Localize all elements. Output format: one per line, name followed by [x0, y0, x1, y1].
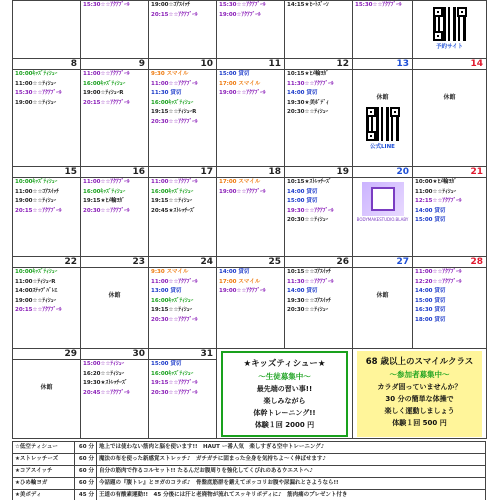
- class-entry[interactable]: 16:00ｷｯｽﾞﾃｨｼｭｰ: [151, 188, 194, 195]
- day-cell[interactable]: [413, 257, 487, 349]
- day-number[interactable]: 8: [13, 59, 80, 70]
- class-entry[interactable]: 14:00ｽﾃｯﾌﾟﾊﾞﾚｴ: [15, 288, 58, 295]
- legend-duration[interactable]: 60 分: [75, 442, 97, 454]
- class-entry[interactable]: 10:00ｷｯｽﾞﾃｨｼｭｰ: [15, 71, 58, 77]
- day-number[interactable]: 10: [149, 59, 216, 70]
- day-cell[interactable]: [413, 167, 487, 257]
- schedule-page: [12, 0, 486, 500]
- class-entry[interactable]: 19:00☆☆ｱｸｱﾌﾞｰﾙ: [219, 188, 266, 195]
- day-cell[interactable]: [13, 59, 81, 167]
- qr-finder: [366, 107, 376, 117]
- legend-description[interactable]: 魔法の布を使った新感覚ストレッチ♪ ガチガチに固まった全身を気持ちよ～く伸ばせます♪: [97, 454, 486, 466]
- day-number[interactable]: 28: [413, 257, 486, 268]
- class-entry[interactable]: 14:00 貸切: [415, 207, 446, 214]
- calendar-grid: [12, 0, 487, 439]
- class-entry[interactable]: 19:00☆ｺｱｽｲｯﾁ: [151, 2, 190, 8]
- day-cell[interactable]: [13, 1, 81, 59]
- class-entry[interactable]: 11:00☆☆ｱｸｱﾌﾞｰﾙ: [415, 269, 462, 275]
- closed-label[interactable]: 休館: [376, 292, 389, 299]
- qr-code[interactable]: [366, 107, 400, 141]
- class-entry[interactable]: 11:00☆☆ｱｸｱﾌﾞｰﾙ: [151, 179, 198, 185]
- legend-row[interactable]: [13, 466, 486, 478]
- day-number[interactable]: 12: [285, 59, 352, 70]
- legend-description[interactable]: 王道の有酸素運動!! 45 分後には汗と老廃物が流れてスッキリボディに♪ 筋肉痛のプレゼント付き: [97, 490, 486, 500]
- qr-caption[interactable]: 予約サイト: [435, 44, 464, 50]
- smile-promo-title[interactable]: 68 歳以上のスマイルクラス: [365, 357, 474, 367]
- day-number[interactable]: 15: [13, 167, 80, 178]
- class-entry[interactable]: 19:00☆☆ｱｸｱﾌﾞｰﾙ: [219, 288, 266, 295]
- calendar-week[interactable]: [13, 1, 487, 59]
- closed-label[interactable]: 休館: [40, 384, 53, 391]
- class-entry[interactable]: 16:30 貸切: [415, 307, 446, 314]
- smile-promo-cell[interactable]: [353, 349, 487, 439]
- legend-class-name[interactable]: ☆低空ティシュー: [13, 442, 75, 454]
- smile-promo-line[interactable]: 楽しく運動しましょう: [384, 407, 455, 415]
- class-entry[interactable]: 13:00 貸切: [151, 288, 182, 295]
- class-entry[interactable]: 12:20☆☆ｱｸｱﾌﾞｰﾙ: [415, 278, 462, 285]
- class-entry[interactable]: 19:30☆☆ｱｸｱﾌﾞｰﾙ: [287, 207, 334, 214]
- class-entry[interactable]: 20:45☆☆ｱｸｱﾌﾞｰﾙ: [83, 389, 130, 396]
- kids-promo[interactable]: [221, 351, 348, 437]
- class-entry[interactable]: 16:20☆☆ﾃｨｼｭｰ: [83, 370, 125, 377]
- class-entry[interactable]: 20:15☆☆ｱｸｱﾌﾞｰﾙ: [83, 99, 130, 106]
- calendar-week[interactable]: [13, 257, 487, 349]
- class-entry[interactable]: 20:30☆☆ﾃｨｼｭｰ: [287, 109, 329, 116]
- smile-promo-subtitle[interactable]: ～参加者募集中～: [389, 370, 450, 379]
- day-cell[interactable]: [81, 59, 149, 167]
- class-entry[interactable]: 19:15☆☆ﾃｨｼｭｰ: [151, 198, 193, 205]
- day-number[interactable]: 16: [81, 167, 148, 178]
- legend-row[interactable]: [13, 478, 486, 490]
- day-cell[interactable]: [413, 59, 487, 167]
- class-entry[interactable]: 14:00 貸切: [287, 188, 318, 195]
- class-entry[interactable]: 16:00ｷｯｽﾞﾃｨｼｭｰ: [151, 99, 194, 106]
- day-cell[interactable]: [81, 349, 149, 439]
- qr-finder: [366, 131, 376, 141]
- smile-promo-line[interactable]: カラダ固っていませんか？: [377, 383, 462, 391]
- instagram-caption[interactable]: BODYMAKESTUDIO.BLABY: [356, 217, 409, 222]
- class-entry[interactable]: 10:15★ﾋﾒ輪ﾖｶﾞ: [287, 71, 329, 77]
- class-entry[interactable]: 10:00ｷｯｽﾞﾃｨｼｭｰ: [15, 179, 58, 185]
- legend-duration[interactable]: 60 分: [75, 466, 97, 478]
- day-number[interactable]: 25: [217, 257, 284, 268]
- day-cell[interactable]: [13, 349, 81, 439]
- class-entry[interactable]: 11:00☆☆ｱｸｱﾌﾞｰﾙ: [83, 179, 130, 185]
- class-entry[interactable]: 15:00 貸切: [287, 198, 318, 205]
- legend-description[interactable]: 自分の筋肉で作るコルセット!! たるんだお腹周りを強化してくびれのあるウエストへ♪: [97, 466, 486, 478]
- class-entry[interactable]: 15:00 貸切: [415, 297, 446, 304]
- closed-label[interactable]: 休館: [376, 94, 389, 101]
- class-entry[interactable]: 15:00 貸切: [415, 217, 446, 224]
- class-entry[interactable]: 20:15☆☆ｱｸｱﾌﾞｰﾙ: [15, 307, 62, 314]
- class-entry[interactable]: 19:00☆☆ﾃｨｼｭｰ: [15, 198, 57, 205]
- day-number[interactable]: 30: [81, 349, 148, 360]
- day-cell[interactable]: [353, 167, 413, 257]
- day-number[interactable]: 11: [217, 59, 284, 70]
- closed-label[interactable]: 休館: [108, 292, 121, 299]
- class-entry[interactable]: 12:15☆☆ｱｸｱﾌﾞｰﾙ: [415, 198, 462, 205]
- class-entry[interactable]: 15:00 貸切: [219, 71, 250, 77]
- day-cell[interactable]: [217, 257, 285, 349]
- legend-row[interactable]: [13, 454, 486, 466]
- day-number[interactable]: 13: [353, 59, 412, 70]
- kids-promo-line[interactable]: 最先端の習い事!!: [256, 385, 313, 393]
- qr-finder: [390, 107, 400, 117]
- legend-description[interactable]: 今話題の『腹トレ』とヨガのコラボ♪ 骨盤底筋群を鍛えてポッコリお腹や尿漏れとさようなら!!: [97, 478, 486, 490]
- day-number[interactable]: 17: [149, 167, 216, 178]
- day-cell[interactable]: [149, 167, 217, 257]
- class-entry[interactable]: 19:00☆☆ｱｸｱﾌﾞｰﾙ: [219, 90, 266, 97]
- smile-promo-line[interactable]: 体験１回 500 円: [392, 419, 447, 427]
- class-entry[interactable]: 11:30☆☆ｱｸｱﾌﾞｰﾙ: [287, 278, 334, 285]
- qr-code[interactable]: [433, 7, 467, 41]
- day-number[interactable]: 29: [13, 349, 80, 360]
- class-entry[interactable]: 18:00 貸切: [415, 316, 446, 323]
- class-entry[interactable]: 20:15☆☆ｱｸｱﾌﾞｰﾙ: [151, 11, 198, 18]
- day-number[interactable]: 19: [285, 167, 352, 178]
- day-cell[interactable]: [149, 257, 217, 349]
- class-entry[interactable]: 19:00☆☆ﾃｨｼｭｰ: [15, 297, 57, 304]
- calendar-week[interactable]: [13, 167, 487, 257]
- class-entry[interactable]: 19:30★美ﾎﾞﾃﾞｨ: [287, 99, 329, 106]
- class-entry[interactable]: 19:30★ｽﾄﾚｯﾁｰｽﾞ: [83, 380, 128, 387]
- qr-finder: [433, 31, 443, 41]
- closed-label[interactable]: 休館: [443, 94, 456, 101]
- class-entry[interactable]: 16:00ｷｯｽﾞﾃｨｼｭｰ: [151, 370, 194, 377]
- qr-finder: [457, 7, 467, 17]
- class-entry[interactable]: 14:00 貸切: [219, 269, 250, 275]
- class-entry[interactable]: 19:30☆☆ｺｱｽｲｯﾁ: [287, 297, 331, 304]
- class-entry[interactable]: 20:30☆☆ﾃｨｼｭｰ: [287, 307, 329, 314]
- class-entry[interactable]: 19:00☆☆ﾃｨｼｭｰ: [15, 99, 57, 106]
- class-entry[interactable]: 20:30☆☆ﾃｨｼｭｰ: [287, 217, 329, 224]
- legend-class-name[interactable]: ★ストレッチーズ: [13, 454, 75, 466]
- class-entry[interactable]: 19:15☆☆ﾃｨｼｭｰ: [151, 307, 193, 314]
- legend-class-name[interactable]: ★美ボディ: [13, 490, 75, 500]
- day-number[interactable]: 20: [353, 167, 412, 178]
- day-cell[interactable]: [13, 257, 81, 349]
- day-cell[interactable]: [81, 257, 149, 349]
- class-entry[interactable]: 11:30☆☆ｱｸｱﾌﾞｰﾙ: [287, 80, 334, 87]
- legend-duration[interactable]: 60 分: [75, 454, 97, 466]
- class-entry[interactable]: 17:00 スマイル: [219, 80, 261, 87]
- day-cell[interactable]: [353, 59, 413, 167]
- calendar-week[interactable]: [13, 59, 487, 167]
- kids-promo-cell[interactable]: [217, 349, 353, 439]
- class-entry[interactable]: 17:00 スマイル: [219, 179, 261, 185]
- class-entry[interactable]: 11:00☆☆ｱｸｱﾌﾞｰﾙ: [151, 278, 198, 285]
- day-number[interactable]: 26: [285, 257, 352, 268]
- day-cell[interactable]: [149, 1, 217, 59]
- class-entry[interactable]: 16:00ｷｯｽﾞﾃｨｼｭｰ: [83, 188, 126, 195]
- day-cell[interactable]: [285, 257, 353, 349]
- qr-caption[interactable]: 公式LINE: [370, 144, 395, 150]
- class-entry[interactable]: 19:15☆☆ｱｸｱﾌﾞｰﾙ: [151, 380, 198, 387]
- day-number[interactable]: 24: [149, 257, 216, 268]
- day-number[interactable]: 22: [13, 257, 80, 268]
- class-entry[interactable]: 11:00☆ﾃｨｼｭｰR: [15, 278, 56, 285]
- class-entry[interactable]: 15:30☆☆ｱｸｱﾌﾞｰﾙ: [15, 90, 62, 97]
- class-entry[interactable]: 15:30☆☆ｱｸｱﾌﾞｰﾙ: [83, 2, 130, 8]
- class-entry[interactable]: 19:15★ﾋﾒ輪ﾖｶﾞ: [83, 198, 125, 205]
- kids-promo-line[interactable]: 楽しみながら: [263, 397, 306, 405]
- legend-description[interactable]: 地上では使わない筋肉と脳を使います!! HAUT ー番人気 楽しすぎる空中トレーニング♪: [97, 442, 486, 454]
- day-number[interactable]: 27: [353, 257, 412, 268]
- class-legend: [12, 441, 486, 500]
- class-entry[interactable]: 10:00★ﾋﾒ輪ﾖｶﾞ: [415, 179, 457, 185]
- class-entry[interactable]: 20:45★ｽﾄﾚｯﾁｰｽﾞ: [151, 207, 196, 214]
- day-cell[interactable]: [217, 59, 285, 167]
- day-cell[interactable]: [413, 1, 487, 59]
- day-cell[interactable]: [285, 167, 353, 257]
- legend-class-name[interactable]: ★コアスイッチ: [13, 466, 75, 478]
- class-entry[interactable]: 11:00☆☆ﾃｨｼｭｰ: [415, 188, 457, 195]
- class-entry[interactable]: 20:30☆☆ｱｸｱﾌﾞｰﾙ: [151, 316, 198, 323]
- class-entry[interactable]: 14:00 貸切: [415, 288, 446, 295]
- day-cell[interactable]: [149, 59, 217, 167]
- class-entry[interactable]: 20:30☆☆ｱｸｱﾌﾞｰﾙ: [151, 118, 198, 125]
- class-entry[interactable]: 15:30☆☆ｱｸｱﾌﾞｰﾙ: [219, 2, 266, 8]
- class-entry[interactable]: 20:30☆☆ｱｸｱﾌﾞｰﾙ: [151, 389, 198, 396]
- class-entry[interactable]: 9:30 スマイル: [151, 269, 189, 275]
- legend-duration[interactable]: 60 分: [75, 478, 97, 490]
- day-number[interactable]: 18: [217, 167, 284, 178]
- class-entry[interactable]: 20:15☆☆ｱｸｱﾌﾞｰﾙ: [15, 207, 62, 214]
- class-entry[interactable]: 15:30☆☆ｱｸｱﾌﾞｰﾙ: [355, 2, 402, 8]
- kids-promo-line[interactable]: 体幹トレーニング!!: [253, 409, 316, 417]
- day-cell[interactable]: [217, 1, 285, 59]
- class-entry[interactable]: 16:00ｷｯｽﾞﾃｨｼｭｰ: [151, 297, 194, 304]
- class-entry[interactable]: 19:00☆ｱｸｱﾌﾞｰﾙ: [219, 11, 261, 18]
- class-entry[interactable]: 11:00☆☆ｺｱｽｲｯﾁ: [15, 188, 59, 195]
- class-entry[interactable]: 17:00 スマイル: [219, 278, 261, 285]
- class-entry[interactable]: 15:00 貸切: [151, 361, 182, 367]
- day-cell[interactable]: [149, 349, 217, 439]
- instagram-code[interactable]: [362, 182, 404, 216]
- day-cell[interactable]: [353, 1, 413, 59]
- legend-class-name[interactable]: ★ひめ輪ヨガ: [13, 478, 75, 490]
- day-cell[interactable]: [285, 59, 353, 167]
- class-entry[interactable]: 11:00☆☆ｱｸｱﾌﾞｰﾙ: [151, 80, 198, 87]
- instagram-icon[interactable]: [371, 187, 395, 211]
- class-entry[interactable]: 11:00☆☆ﾃｨｼｭｰ: [15, 80, 57, 87]
- calendar-week[interactable]: [13, 349, 487, 439]
- class-entry[interactable]: 15:00☆☆ﾃｨｼｭｰ: [83, 361, 125, 367]
- day-cell[interactable]: [285, 1, 353, 59]
- day-number[interactable]: 9: [81, 59, 148, 70]
- day-cell[interactable]: [13, 167, 81, 257]
- day-number[interactable]: 14: [413, 59, 486, 70]
- kids-promo-subtitle[interactable]: ～生徒募集中～: [258, 372, 311, 381]
- qr-finder: [433, 7, 443, 17]
- class-entry[interactable]: 10:15★ｽﾄﾚｯﾁｰｽﾞ: [287, 179, 332, 185]
- class-entry[interactable]: 11:30 貸切: [151, 90, 182, 97]
- class-entry[interactable]: 10:15☆☆ｺｱｽｲｯﾁ: [287, 269, 331, 275]
- day-cell[interactable]: [217, 167, 285, 257]
- day-cell[interactable]: [81, 167, 149, 257]
- day-number[interactable]: 23: [81, 257, 148, 268]
- class-entry[interactable]: 19:15☆☆ﾃｨｼｭｰR: [151, 109, 197, 116]
- legend-row[interactable]: [13, 490, 486, 500]
- class-entry[interactable]: 14:00 貸切: [287, 90, 318, 97]
- smile-promo[interactable]: [357, 351, 482, 437]
- class-entry[interactable]: 14:00 貸切: [287, 288, 318, 295]
- class-entry[interactable]: 10:00ｷｯｽﾞﾃｨｼｭｰ: [15, 269, 58, 275]
- class-entry[interactable]: 16:00ｷｯｽﾞﾃｨｼｭｰ: [83, 80, 126, 87]
- legend-row[interactable]: [13, 442, 486, 454]
- class-entry[interactable]: 19:00☆ﾃｨｼｭｰR: [83, 90, 124, 97]
- kids-promo-title[interactable]: ★キッズティシュー★: [243, 359, 326, 369]
- day-number[interactable]: 31: [149, 349, 216, 360]
- class-entry[interactable]: 9:30 スマイル: [151, 71, 189, 77]
- legend-duration[interactable]: 45 分: [75, 490, 97, 500]
- day-cell[interactable]: [353, 257, 413, 349]
- day-cell[interactable]: [81, 1, 149, 59]
- class-entry[interactable]: 14:15★ﾋｰﾄｽﾞｰﾝ: [287, 2, 329, 8]
- class-entry[interactable]: 11:00☆☆ｱｸｱﾌﾞｰﾙ: [83, 71, 130, 77]
- day-number[interactable]: 21: [413, 167, 486, 178]
- kids-promo-line[interactable]: 体験１回 2000 円: [254, 421, 315, 429]
- smile-promo-line[interactable]: 30 分の簡単な体操で: [385, 395, 454, 403]
- class-entry[interactable]: 20:30☆☆ｱｸｱﾌﾞｰﾙ: [83, 207, 130, 214]
